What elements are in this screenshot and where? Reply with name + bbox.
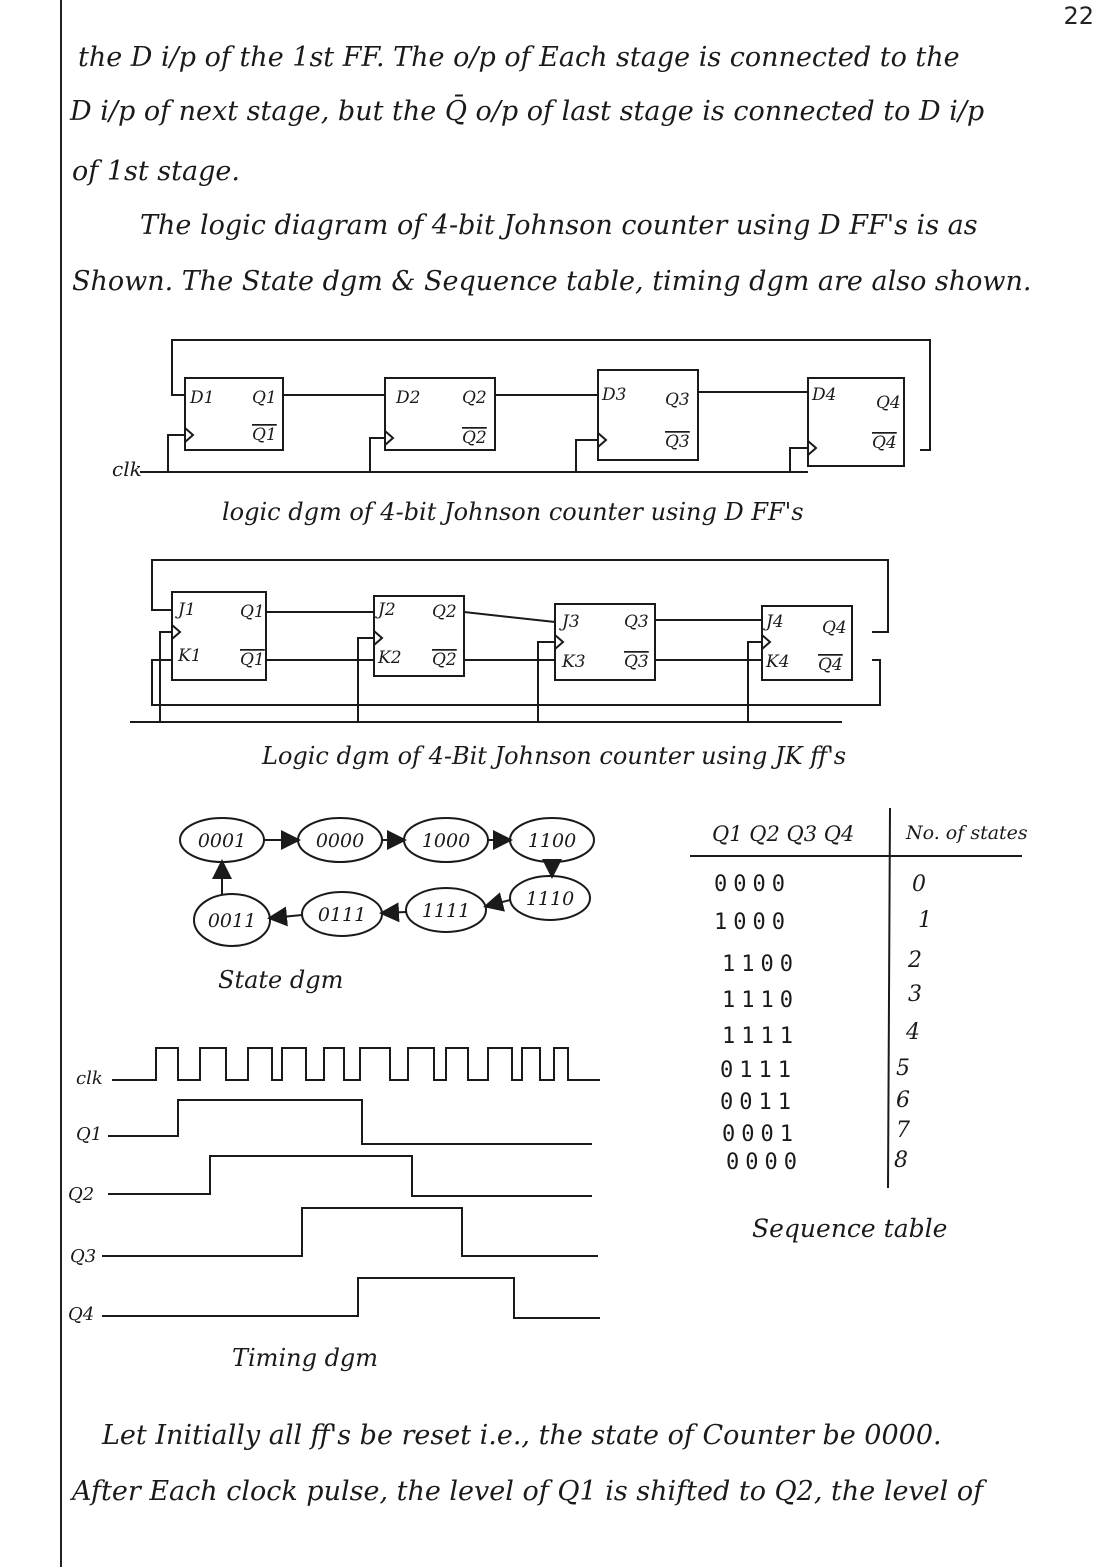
- jk-ff2-j: J2: [378, 600, 396, 620]
- jk-ff2-k: K2: [378, 648, 402, 668]
- timing-label-q1: Q1: [76, 1124, 103, 1145]
- timing-label-q3: Q3: [70, 1246, 97, 1267]
- jk-ff1-k: K1: [178, 646, 202, 666]
- d-ff4-qbar: Q4: [872, 433, 897, 453]
- paragraph-line-2: D i/p of next stage, but the Q̄ o/p of last stage is connected to D i/p: [70, 96, 985, 127]
- seq-num-7: 7: [896, 1118, 910, 1143]
- seq-row-5: 0111: [720, 1058, 797, 1083]
- state-node-1110: 1110: [525, 888, 575, 910]
- closing-line-2: After Each clock pulse, the level of Q1 is shifted to Q2, the level of: [72, 1476, 984, 1507]
- state-node-0011: 0011: [207, 910, 257, 932]
- paragraph-line-1: the D i/p of the 1st FF. The o/p of Each stage is connected to the: [78, 42, 960, 73]
- seq-row-7: 0001: [722, 1122, 799, 1147]
- state-node-0000: 0000: [315, 830, 365, 852]
- jk-ff4-q: Q4: [822, 618, 847, 638]
- d-ff4-d: D4: [812, 385, 837, 405]
- jk-ff3-q: Q3: [624, 612, 649, 632]
- jk-ff1-q: Q1: [240, 602, 265, 622]
- jk-ff1-qbar: Q1: [240, 650, 265, 670]
- state-node-1100: 1100: [527, 830, 577, 852]
- sequence-table-caption: Sequence table: [752, 1214, 948, 1243]
- seq-row-1: 1000: [714, 910, 791, 935]
- d-clk-label: clk: [112, 457, 142, 481]
- seq-num-4: 4: [906, 1020, 920, 1045]
- jk-ff3-k: K3: [562, 652, 586, 672]
- jk-ff1-j: J1: [178, 600, 196, 620]
- paragraph-line-5: Shown. The State dgm & Sequence table, timing dgm are also shown.: [72, 266, 1032, 297]
- jk-ff2-q: Q2: [432, 602, 457, 622]
- jk-ff4-qbar: Q4: [818, 655, 843, 675]
- jk-ff3-qbar: Q3: [624, 652, 649, 672]
- state-node-1000: 1000: [421, 830, 471, 852]
- paragraph-line-3: of 1st stage.: [72, 156, 240, 187]
- seq-row-0: 0000: [714, 872, 791, 897]
- d-ff4-q: Q4: [876, 393, 901, 413]
- seq-num-8: 8: [894, 1148, 908, 1173]
- d-ff3-qbar: Q3: [665, 432, 690, 452]
- timing-label-clk: clk: [76, 1068, 103, 1089]
- state-node-0001: 0001: [197, 830, 247, 852]
- seq-row-6: 0011: [720, 1090, 797, 1115]
- state-diagram-caption: State dgm: [218, 966, 344, 994]
- seq-header-bits: Q1 Q2 Q3 Q4: [712, 822, 855, 846]
- d-ff2-d: D2: [396, 388, 421, 408]
- paragraph-line-4: The logic diagram of 4-bit Johnson counter using D FF's is as: [140, 210, 978, 241]
- seq-num-3: 3: [908, 982, 922, 1007]
- timing-label-q2: Q2: [68, 1184, 95, 1205]
- seq-num-6: 6: [896, 1088, 910, 1113]
- seq-row-3: 1110: [722, 988, 799, 1013]
- d-ff1-qbar: Q1: [252, 425, 277, 445]
- seq-header-states: No. of states: [906, 822, 1028, 844]
- seq-row-2: 1100: [722, 952, 799, 977]
- jk-ff2-qbar: Q2: [432, 650, 457, 670]
- jk-ff4-j: J4: [766, 612, 784, 632]
- seq-num-1: 1: [918, 908, 932, 933]
- d-ff3-d: D3: [602, 385, 627, 405]
- jk-ff4-k: K4: [766, 652, 790, 672]
- jk-diagram-caption: Logic dgm of 4-Bit Johnson counter using JK ff's: [262, 742, 847, 770]
- seq-row-8: 0000: [726, 1150, 803, 1175]
- page-number: 22: [1063, 2, 1094, 30]
- d-ff3-q: Q3: [665, 390, 690, 410]
- timing-label-q4: Q4: [68, 1304, 95, 1325]
- jk-ff3-j: J3: [562, 612, 580, 632]
- seq-num-0: 0: [912, 872, 926, 897]
- state-node-0111: 0111: [317, 904, 367, 926]
- d-ff1-q: Q1: [252, 388, 277, 408]
- d-ff1-d: D1: [190, 388, 215, 408]
- seq-num-2: 2: [908, 948, 922, 973]
- timing-diagram-caption: Timing dgm: [232, 1344, 379, 1372]
- seq-num-5: 5: [896, 1056, 910, 1081]
- closing-line-1: Let Initially all ff's be reset i.e., the state of Counter be 0000.: [102, 1420, 942, 1451]
- state-node-1111: 1111: [421, 900, 471, 922]
- d-ff2-qbar: Q2: [462, 428, 487, 448]
- d-diagram-caption: logic dgm of 4-bit Johnson counter using D FF's: [222, 498, 804, 526]
- d-ff2-q: Q2: [462, 388, 487, 408]
- seq-row-4: 1111: [722, 1024, 799, 1049]
